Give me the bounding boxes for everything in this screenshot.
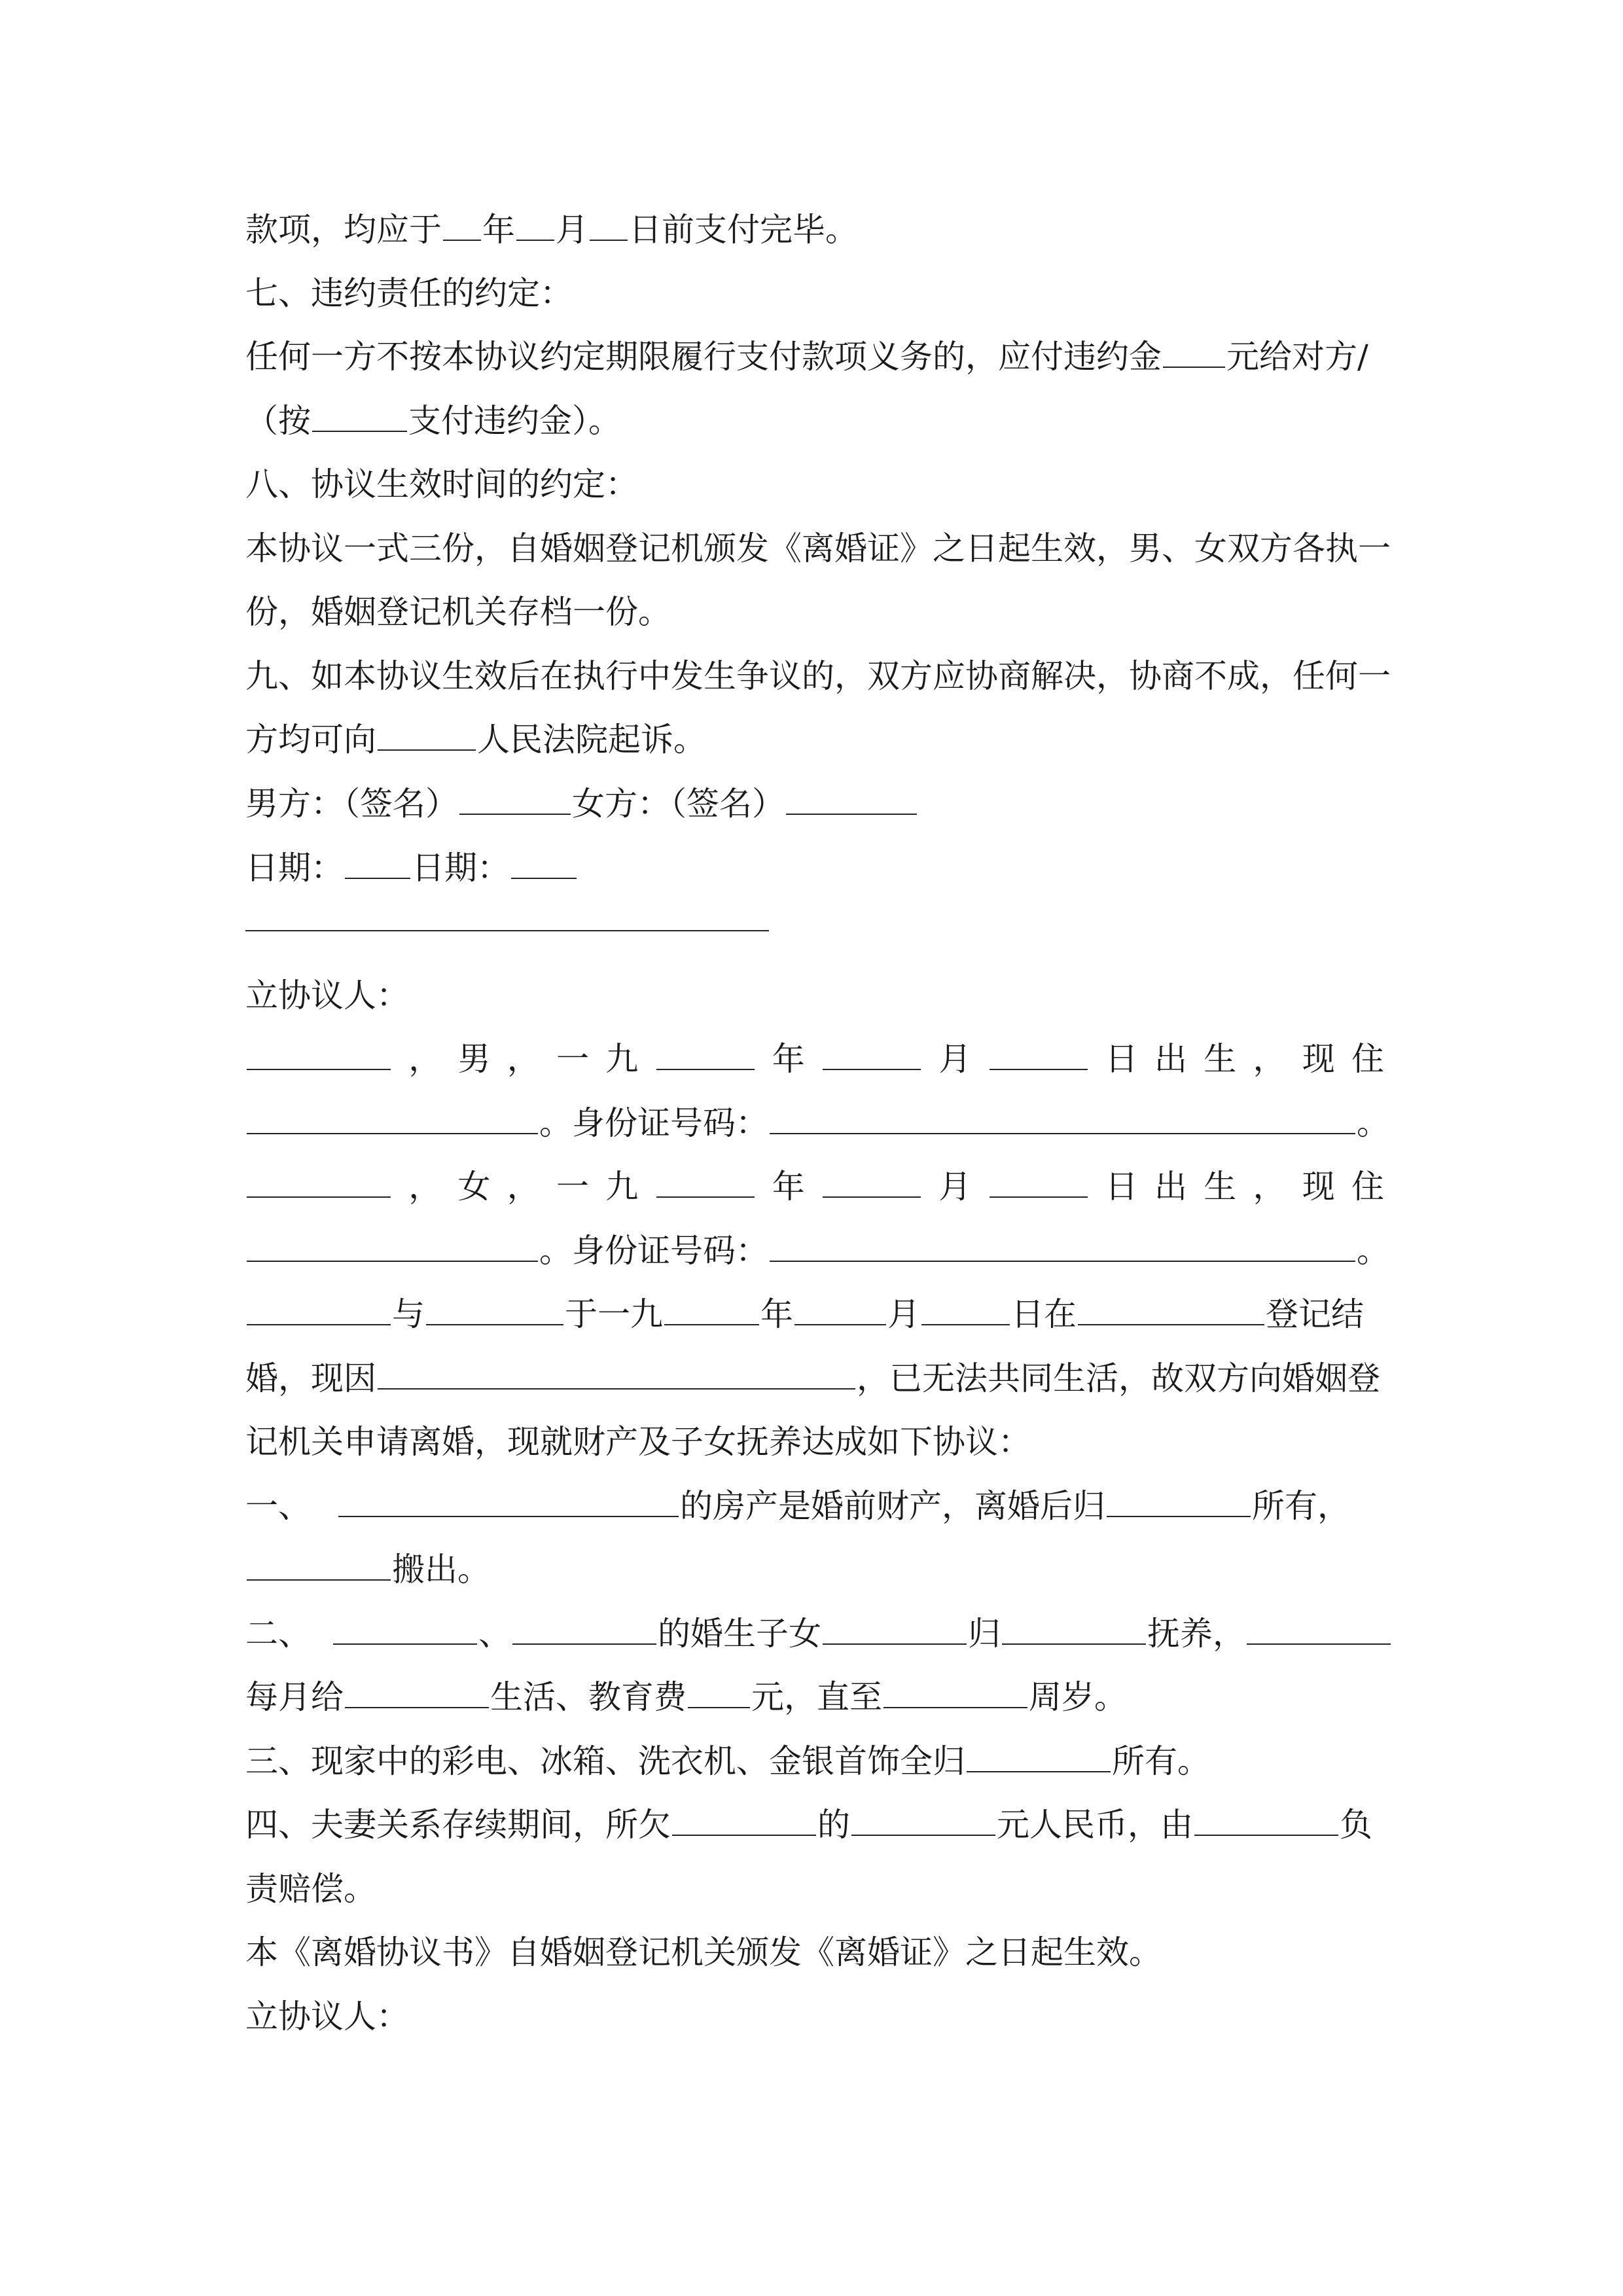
name-blank xyxy=(247,1037,391,1070)
custodian-blank xyxy=(1002,1612,1146,1645)
birth-month-blank xyxy=(823,1037,921,1070)
text: 日期： xyxy=(245,849,344,887)
text: 元给对方/ xyxy=(1226,338,1368,376)
section-heading-7 xyxy=(245,272,1384,315)
paragraph-line xyxy=(245,527,1391,570)
text: 月 xyxy=(887,1295,920,1333)
text: 九 xyxy=(605,1168,639,1206)
text: 住 xyxy=(1351,1040,1384,1078)
text: 九、如本协议生效后在执行中发生争议的，双方应协商解决，协商不成，任何一 xyxy=(245,657,1391,695)
female-signature-blank xyxy=(786,782,917,815)
text: 任何一方不按本协议约定期限履行支付款项义务的，应付违约金 xyxy=(245,338,1162,376)
payee-blank xyxy=(345,1676,489,1708)
text: 所有， xyxy=(1252,1487,1350,1525)
text: 男 xyxy=(457,1040,491,1078)
name-blank xyxy=(247,1165,391,1198)
birth-day-blank xyxy=(990,1037,1088,1070)
id-number-blank xyxy=(770,1102,1355,1134)
text: 的房产是婚前财产，离婚后归 xyxy=(680,1487,1105,1525)
text: 负 xyxy=(1340,1806,1372,1844)
amount-blank xyxy=(688,1676,750,1708)
text: 出 xyxy=(1154,1040,1187,1078)
text: 支付违约金）。 xyxy=(408,402,621,440)
id-number-blank xyxy=(770,1229,1355,1262)
text: 出 xyxy=(1154,1168,1187,1206)
text: 生活、教育费 xyxy=(490,1678,687,1716)
separator-rule xyxy=(245,930,769,931)
text: 日前支付完毕。 xyxy=(629,211,858,249)
text: 月 xyxy=(938,1168,972,1206)
debtor-blank xyxy=(1194,1803,1338,1836)
text: ， xyxy=(507,1040,540,1078)
name-blank xyxy=(247,1548,391,1581)
text: 。 xyxy=(1357,1104,1389,1142)
date-line xyxy=(245,846,1384,889)
text: 住 xyxy=(1351,1168,1384,1206)
text: 于一九 xyxy=(565,1295,663,1333)
property-blank xyxy=(338,1484,679,1517)
text: ， xyxy=(408,1168,442,1206)
move-out-line xyxy=(245,1548,1384,1591)
text: 本《离婚协议书》自婚姻登记机关颁发《离婚证》之日起生效。 xyxy=(245,1933,1162,1971)
reason-blank xyxy=(378,1357,855,1390)
text: 一、 xyxy=(245,1487,311,1525)
date-blank xyxy=(511,846,577,879)
day-blank xyxy=(590,208,628,241)
paragraph-line xyxy=(245,1420,1384,1463)
text: 婚，现因 xyxy=(245,1359,376,1397)
name-blank xyxy=(333,1612,477,1645)
text: 现 xyxy=(1302,1168,1335,1206)
text: ， xyxy=(1253,1168,1286,1206)
text: 八、协议生效时间的约定： xyxy=(245,465,638,503)
text: 每月给 xyxy=(245,1678,344,1716)
text: 。 xyxy=(1357,1232,1389,1270)
birth-month-blank xyxy=(823,1165,921,1198)
child-support-line xyxy=(245,1676,1384,1719)
text: 月 xyxy=(556,211,588,249)
female-id-line xyxy=(245,1229,1389,1272)
text: 一 xyxy=(556,1168,589,1206)
text: 男方：（签名） xyxy=(245,785,458,823)
birth-year-blank xyxy=(656,1165,755,1198)
text: 本协议一式三份，自婚姻登记机颁发《离婚证》之日起生效，男、女双方各执一 xyxy=(245,529,1391,567)
text: 人民法院起诉。 xyxy=(477,721,706,759)
name-blank xyxy=(512,1612,656,1645)
creditor-blank xyxy=(672,1803,816,1836)
text: ， xyxy=(507,1168,540,1206)
child-blank xyxy=(823,1612,967,1645)
text: 七、违约责任的约定： xyxy=(245,274,573,312)
text: 生 xyxy=(1204,1168,1237,1206)
text: 、 xyxy=(478,1615,511,1653)
registry-blank xyxy=(1078,1293,1264,1325)
text: 登记结 xyxy=(1266,1295,1364,1333)
text: 。身份证号码： xyxy=(539,1104,768,1142)
year-blank xyxy=(664,1293,759,1325)
text: 抚养， xyxy=(1147,1615,1245,1653)
address-blank xyxy=(247,1102,538,1134)
name-blank xyxy=(426,1293,563,1325)
text: 女方：（签名） xyxy=(572,785,785,823)
female-party-line xyxy=(245,1165,1384,1208)
day-blank xyxy=(921,1293,1010,1325)
text: 年 xyxy=(760,1295,793,1333)
penalty-basis-line xyxy=(245,399,1384,442)
text: 元人民币，由 xyxy=(997,1806,1193,1844)
text: ， xyxy=(408,1040,442,1078)
text: 日在 xyxy=(1011,1295,1077,1333)
male-id-line xyxy=(245,1102,1389,1145)
parties-heading xyxy=(245,1995,1384,2038)
text: 份，婚姻登记机关存档一份。 xyxy=(245,593,671,631)
date-blank xyxy=(345,846,410,879)
text: 周岁。 xyxy=(1029,1678,1127,1716)
year-blank xyxy=(443,208,481,241)
text: 二、 xyxy=(245,1615,311,1653)
penalty-basis-blank xyxy=(312,399,407,432)
text: 的婚生子女 xyxy=(658,1615,821,1653)
section-heading-9 xyxy=(245,655,1391,698)
penalty-line xyxy=(245,335,1384,378)
text: 立协议人： xyxy=(245,977,409,1014)
text: 女 xyxy=(457,1168,491,1206)
month-blank xyxy=(516,208,554,241)
penalty-amount-blank xyxy=(1163,335,1225,368)
male-signature-blank xyxy=(459,782,571,815)
text: 的 xyxy=(817,1806,850,1844)
text: 归 xyxy=(968,1615,1001,1653)
text: 款项，均应于 xyxy=(245,211,442,249)
text: 年 xyxy=(482,211,515,249)
text: 三、现家中的彩电、冰箱、洗衣机、金银首饰全归 xyxy=(245,1742,965,1780)
text: 年 xyxy=(772,1040,805,1078)
clause-4-line xyxy=(245,1803,1384,1846)
clause-1-line xyxy=(245,1484,1384,1528)
text: 现 xyxy=(1302,1040,1335,1078)
paragraph-line xyxy=(245,590,1384,634)
text: 月 xyxy=(938,1040,972,1078)
clause-2-line xyxy=(245,1612,1384,1655)
text: 立协议人： xyxy=(245,1998,409,2036)
court-blank xyxy=(378,718,476,751)
age-blank xyxy=(883,1676,1027,1708)
text: 九 xyxy=(605,1040,639,1078)
text: 方均可向 xyxy=(245,721,376,759)
text: 搬出。 xyxy=(392,1551,490,1588)
text: 年 xyxy=(772,1168,805,1206)
reason-line xyxy=(245,1357,1384,1400)
clause-3-line xyxy=(245,1740,1384,1783)
payment-deadline-line xyxy=(245,208,1384,251)
birth-year-blank xyxy=(656,1037,755,1070)
parties-heading xyxy=(245,974,1384,1017)
text: （按 xyxy=(245,402,311,440)
marriage-registration-line xyxy=(245,1293,1384,1336)
amount-blank xyxy=(851,1803,995,1836)
text: ，已无法共同生活，故双方向婚姻登 xyxy=(857,1359,1380,1397)
owner-blank xyxy=(1107,1484,1251,1517)
text: 责赔偿。 xyxy=(245,1870,376,1908)
owner-blank xyxy=(967,1740,1111,1772)
text: 日 xyxy=(1105,1168,1138,1206)
male-party-line xyxy=(245,1037,1384,1081)
text: 日期： xyxy=(412,849,510,887)
text: 一 xyxy=(556,1040,589,1078)
birth-day-blank xyxy=(990,1165,1088,1198)
section-heading-8 xyxy=(245,463,1384,506)
payer-blank xyxy=(1247,1612,1391,1645)
text: 记机关申请离婚，现就财产及子女抚养达成如下协议： xyxy=(245,1423,1031,1461)
text: ， xyxy=(1253,1040,1286,1078)
address-blank xyxy=(247,1229,538,1262)
court-line xyxy=(245,718,1384,761)
month-blank xyxy=(794,1293,886,1325)
paragraph-line xyxy=(245,1867,1384,1910)
text: 所有。 xyxy=(1112,1742,1210,1780)
name-blank xyxy=(247,1293,391,1325)
text: 生 xyxy=(1204,1040,1237,1078)
effective-clause xyxy=(245,1931,1384,1974)
text: 日 xyxy=(1105,1040,1138,1078)
signature-line xyxy=(245,782,1384,825)
text: 。身份证号码： xyxy=(539,1232,768,1270)
text: 元，直至 xyxy=(751,1678,882,1716)
text: 与 xyxy=(392,1295,425,1333)
text: 四、夫妻关系存续期间，所欠 xyxy=(245,1806,671,1844)
